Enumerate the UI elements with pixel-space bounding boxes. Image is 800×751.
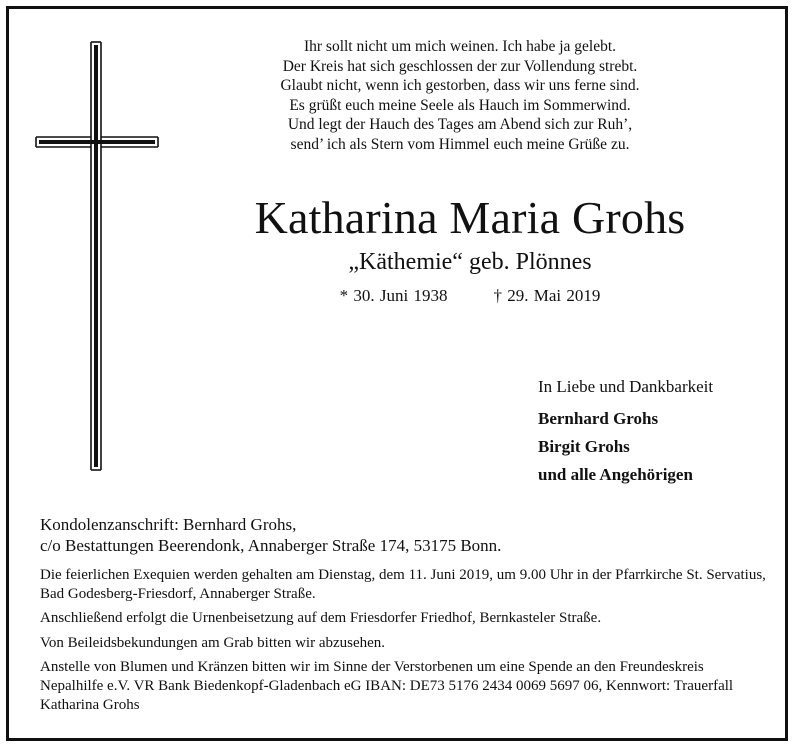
mourner-name: Birgit Grohs [538,437,630,456]
deceased-name: Katharina Maria Grohs [254,192,686,243]
address-line: c/o Bestattungen Beerendonk, Annaberger Straße 174, 53175 Bonn. [40,536,502,555]
poem-line: Glaubt nicht, wenn ich gestorben, dass wir uns ferne sind. [280,77,640,94]
poem-line: Ihr sollt nicht um mich weinen. Ich habe ja gelebt. [303,38,617,55]
address-line: Kondolenzanschrift: Bernhard Grohs, [40,515,297,534]
funeral-notices [40,566,770,720]
mourners-intro: In Liebe und Dankbarkeit [538,377,714,396]
notice-paragraph: Von Beileidsbekundungen am Grab bitten wir abzusehen. [40,634,386,651]
nickname-maiden-name: „Käthemie“ geb. Plönnes [348,249,592,275]
mourners-block [538,373,788,489]
life-dates [250,284,690,308]
notice-paragraph: Die feierlichen Exequien werden gehalten am Dienstag, dem 11. Juni 2019, um 9.00 Uhr in der Pfarrkirche St. Servatius, Bad Godesberg-Friesdorf, Annaberger Straße. [40,567,766,602]
poem-line: Es grüßt euch meine Seele als Hauch im Sommerwind. [289,96,631,114]
condolence-address [40,514,760,556]
death-date: † 29. Mai 2019 [493,286,601,305]
mourner-name: Bernhard Grohs [538,409,659,428]
notice-paragraph: Anschließend erfolgt die Urnenbeisetzung auf dem Friesdorfer Friedhof, Bernkasteler Straße. [40,610,602,627]
notice-paragraph: Anstelle von Blumen und Kränzen bitten wir im Sinne der Verstorbenen um eine Spende an den Freundeskreis Nepalhilfe e.V. VR Bank Biedenkopf-Gladenbach eG IBAN: DE73 5176 2434 0069 5697 06, Kennwort: Trauerfall Katharina Grohs [40,659,734,713]
poem-line: Der Kreis hat sich geschlossen der zur Vollendung strebt. [282,57,638,75]
poem-line: Und legt der Hauch des Tages am Abend sich zur Ruh’, [287,116,633,133]
birth-date: * 30. Juni 1938 [339,286,448,305]
poem [220,37,700,154]
mourner-name: und alle Angehörigen [538,465,693,484]
poem-line: send’ ich als Stern vom Himmel euch meine Grüße zu. [290,135,630,153]
